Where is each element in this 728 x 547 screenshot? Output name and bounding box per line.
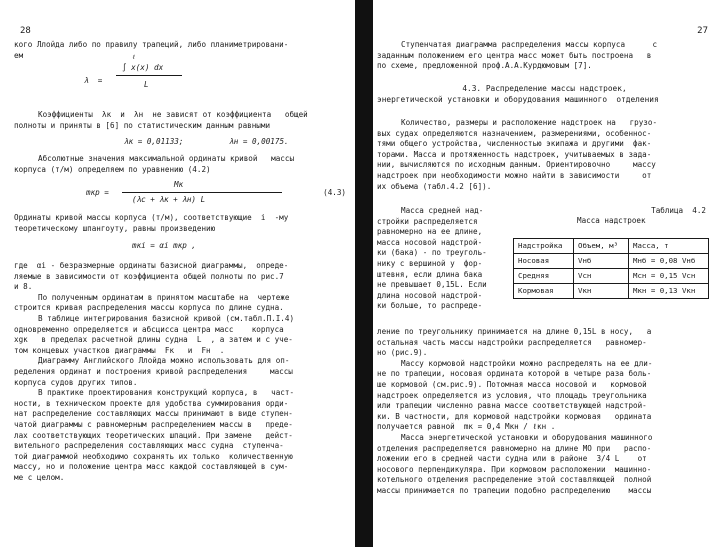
text-line: ем <box>14 50 24 60</box>
text-line: кого Ллойда либо по правилу трапеций, либо планиметрировани- <box>14 40 289 49</box>
left-abs-text <box>14 154 352 175</box>
formula-lambda-lhs: λ = <box>84 76 103 85</box>
section-title-line: 4.3. Распределение массы надстроек, <box>462 84 627 93</box>
text-line: том концевых участков диаграммы Fк и Fн . <box>14 345 225 355</box>
right-page-number: 27 <box>697 26 708 36</box>
text-line: равномерно на ее длине, <box>377 227 483 237</box>
table-header-cell: Надстройка <box>514 239 574 254</box>
text-line: одновременно определяется и абсцисса центра масс корпуса <box>14 324 284 334</box>
text-line: По полученным ординатам в принятом масштабе на чертеже <box>38 292 290 302</box>
text-line: ки больше, то распреде- <box>377 301 483 311</box>
table-cell: Средняя <box>514 269 574 284</box>
text-line: масса носовой надстрой- <box>377 237 483 247</box>
text-line: получается равной mк = 0,4 Mкн / ℓкн . <box>377 422 556 432</box>
text-line: где αi - безразмерные ординаты базисной диаграммы, опреде- <box>14 261 289 270</box>
text-line: xgк в пределах расчетной длины судна L , а затем и с уче- <box>14 335 293 345</box>
text-line: вых судах определяются назначением, размерениями, особеннос- <box>377 128 652 138</box>
formula-m-denominator: (λс + λк + λн) L <box>132 195 206 204</box>
text-line: ки (бака) - по треуголь- <box>377 248 487 258</box>
text-line: ложении его в средней части судна или в районе 3/4 L от <box>377 454 647 464</box>
text-line: вительного распределения составляющих масс судна ступенча- <box>14 441 284 451</box>
text-line: Масса энергетической установки и оборудования машинного <box>401 432 653 442</box>
text-line: полноты и приняты в [6] по статистическим данным равными <box>14 120 271 130</box>
table-row <box>514 254 709 269</box>
text-line: ки. В частности, для кормовой надстройки кормовая ордината <box>377 411 652 421</box>
text-line: ление по треугольнику принимается на длине 0,15L в носу, а <box>377 327 652 336</box>
table-caption-number: Таблица 4.2 <box>651 206 706 215</box>
table-cell: Кормовая <box>514 284 574 299</box>
table-header-cell: Масса, т <box>629 239 709 254</box>
text-line: теоретическому шпангоуту, равны произведению <box>14 223 216 233</box>
section-title-line: энергетической установки и оборудования машинного отделения <box>377 94 659 104</box>
text-line: Абсолютные значения максимальной ординаты кривой массы <box>38 154 295 163</box>
text-line: ме с целом. <box>14 472 65 482</box>
table-cell: Носовая <box>514 254 574 269</box>
table-caption-title: Масса надстроек <box>577 216 646 225</box>
table-header-cell: Объем, м³ <box>574 239 629 254</box>
formula-lambda-integral: ∫ x(x) dx <box>122 63 164 72</box>
text-line: корпуса судов других типов. <box>14 377 138 387</box>
left-page-number: 28 <box>20 26 31 36</box>
formula-lambda-denominator: L <box>144 80 149 89</box>
coef-values: λк = 0,01133; λн = 0,00175. <box>124 137 289 146</box>
left-page <box>14 0 352 547</box>
text-line: чатой диаграммы с равномерным распределением массы в преде- <box>14 419 293 429</box>
left-ordinate-text <box>14 213 352 234</box>
text-line: Ступенчатая диаграмма распределения массы корпуса с <box>401 40 658 49</box>
text-line: штевня, если длина бака <box>377 269 483 279</box>
formula-lambda-upper: ℓ <box>132 54 136 61</box>
text-line: ляемые в зависимости от коэффициента общей полноты по рис.7 <box>14 271 284 281</box>
text-line: В таблице интегрирования базисной кривой (см.табл.П.I.4) <box>38 313 295 323</box>
formula-mki: mкi = αi mкр , <box>132 241 197 250</box>
left-body <box>14 261 352 483</box>
text-line: ше кормовой (см.рис.9). Потомная масса носовой и кормовой <box>377 379 647 389</box>
left-coef-text <box>14 110 352 131</box>
left-intro <box>14 40 352 61</box>
table-cell: Mкн = 0,13 Vкн <box>629 284 709 299</box>
text-line: лах соответствующих теоретических шпаций. При замене дейст- <box>14 430 293 440</box>
text-line: отделения распределяется равномерно на длине МО при распо- <box>377 443 652 453</box>
text-line: Массу кормовой надстройки можно распределять на ее дли- <box>401 358 653 368</box>
table-cell: Vсн <box>574 269 629 284</box>
text-line: по схеме, предложенной проф.А.А.Курдюмовым [7]. <box>377 61 592 71</box>
text-line: их объема (табл.4.2 [6]). <box>377 181 492 191</box>
text-line: но (рис.9). <box>377 348 428 358</box>
right-wrap-text <box>377 206 505 312</box>
text-line: Масса средней над- <box>401 206 484 215</box>
book-gutter <box>355 0 373 547</box>
table-header-row <box>514 239 709 254</box>
text-line: В практике проектирования конструкций корпуса, в част- <box>38 388 295 398</box>
text-line: ределения ординат и построения кривой распределения массы <box>14 366 293 376</box>
table-row <box>514 269 709 284</box>
section-title <box>377 84 712 105</box>
text-line: той диаграммой необходимо сохранять их только количественную <box>14 451 293 461</box>
text-line: корпуса (т/м) определяем по уравнению (4.2) <box>14 164 211 174</box>
text-line: не превышает 0,15L. Если <box>377 280 487 290</box>
text-line: Количество, размеры и расположение надстроек на грузо- <box>401 118 658 127</box>
text-line: котельного отделения распределение этой составляющей полной <box>377 475 652 485</box>
text-line: Коэффициенты λк и λн не зависят от коэффициента общей <box>38 110 308 119</box>
text-line: не по трапеции, носовая ордината которой в четыре раза боль- <box>377 369 652 379</box>
text-line: Диаграмму Английского Ллойда можно использовать для оп- <box>38 356 290 366</box>
text-line: строится кривая распределения массы корпуса по длине судна. <box>14 303 284 313</box>
table-cell: Mсн = 0,15 Vсн <box>629 269 709 284</box>
text-line: надстроек определяется из условия, что площадь треугольника <box>377 390 647 400</box>
table-cell: Mнб = 0,08 Vнб <box>629 254 709 269</box>
text-line: носового перпендикуляра. При кормовом расположении машинно- <box>377 464 652 474</box>
equation-number: (4.3) <box>323 188 346 197</box>
text-line: массы принимается по трапеции подобно распределению массы <box>377 485 652 495</box>
table-cell: Vнб <box>574 254 629 269</box>
mass-table <box>513 238 709 299</box>
text-line: остальная часть массы надстройки распределяется равномер- <box>377 337 647 347</box>
right-page <box>377 0 712 547</box>
text-line: заданным положением его центра масс может быть построена в <box>377 50 652 60</box>
text-line: массу, но и положение центра масс каждой составляющей в сум- <box>14 462 289 472</box>
text-line: или трапеции численно равна массе соответствующей надстрой- <box>377 401 647 411</box>
formula-m-lhs: mкр = <box>86 188 109 197</box>
text-line: нии, вычисляются по исходным данным. Ориентировочно массу <box>377 160 656 170</box>
formula-m-numerator: Mк <box>174 180 184 189</box>
text-line: и 8. <box>14 282 33 292</box>
table-row <box>514 284 709 299</box>
right-intro <box>377 40 712 72</box>
table-cell: Vкн <box>574 284 629 299</box>
text-line: стройки распределяется <box>377 216 478 226</box>
text-line: торами. Масса и протяженность надстроек, учитываемых в зада- <box>377 149 652 159</box>
text-line: тями общего устройства, численностью экипажа и другими фак- <box>377 139 652 149</box>
fraction-bar <box>116 75 182 76</box>
right-para1 <box>377 118 712 192</box>
text-line: нику с вершиной у фор- <box>377 258 483 268</box>
text-line: надстроек при необходимости можно найти в зависимости от <box>377 170 652 180</box>
text-line: нат распределение составляющих массы принимают в виде ступен- <box>14 409 293 419</box>
text-line: длина носовой надстрой- <box>377 290 483 300</box>
text-line: ности, в техническом проекте для удобства суммирования орди- <box>14 398 289 408</box>
fraction-bar <box>122 192 282 193</box>
text-line: Ординаты кривой массы корпуса (т/м), соответствующие i -му <box>14 213 289 222</box>
right-para2 <box>377 327 712 497</box>
